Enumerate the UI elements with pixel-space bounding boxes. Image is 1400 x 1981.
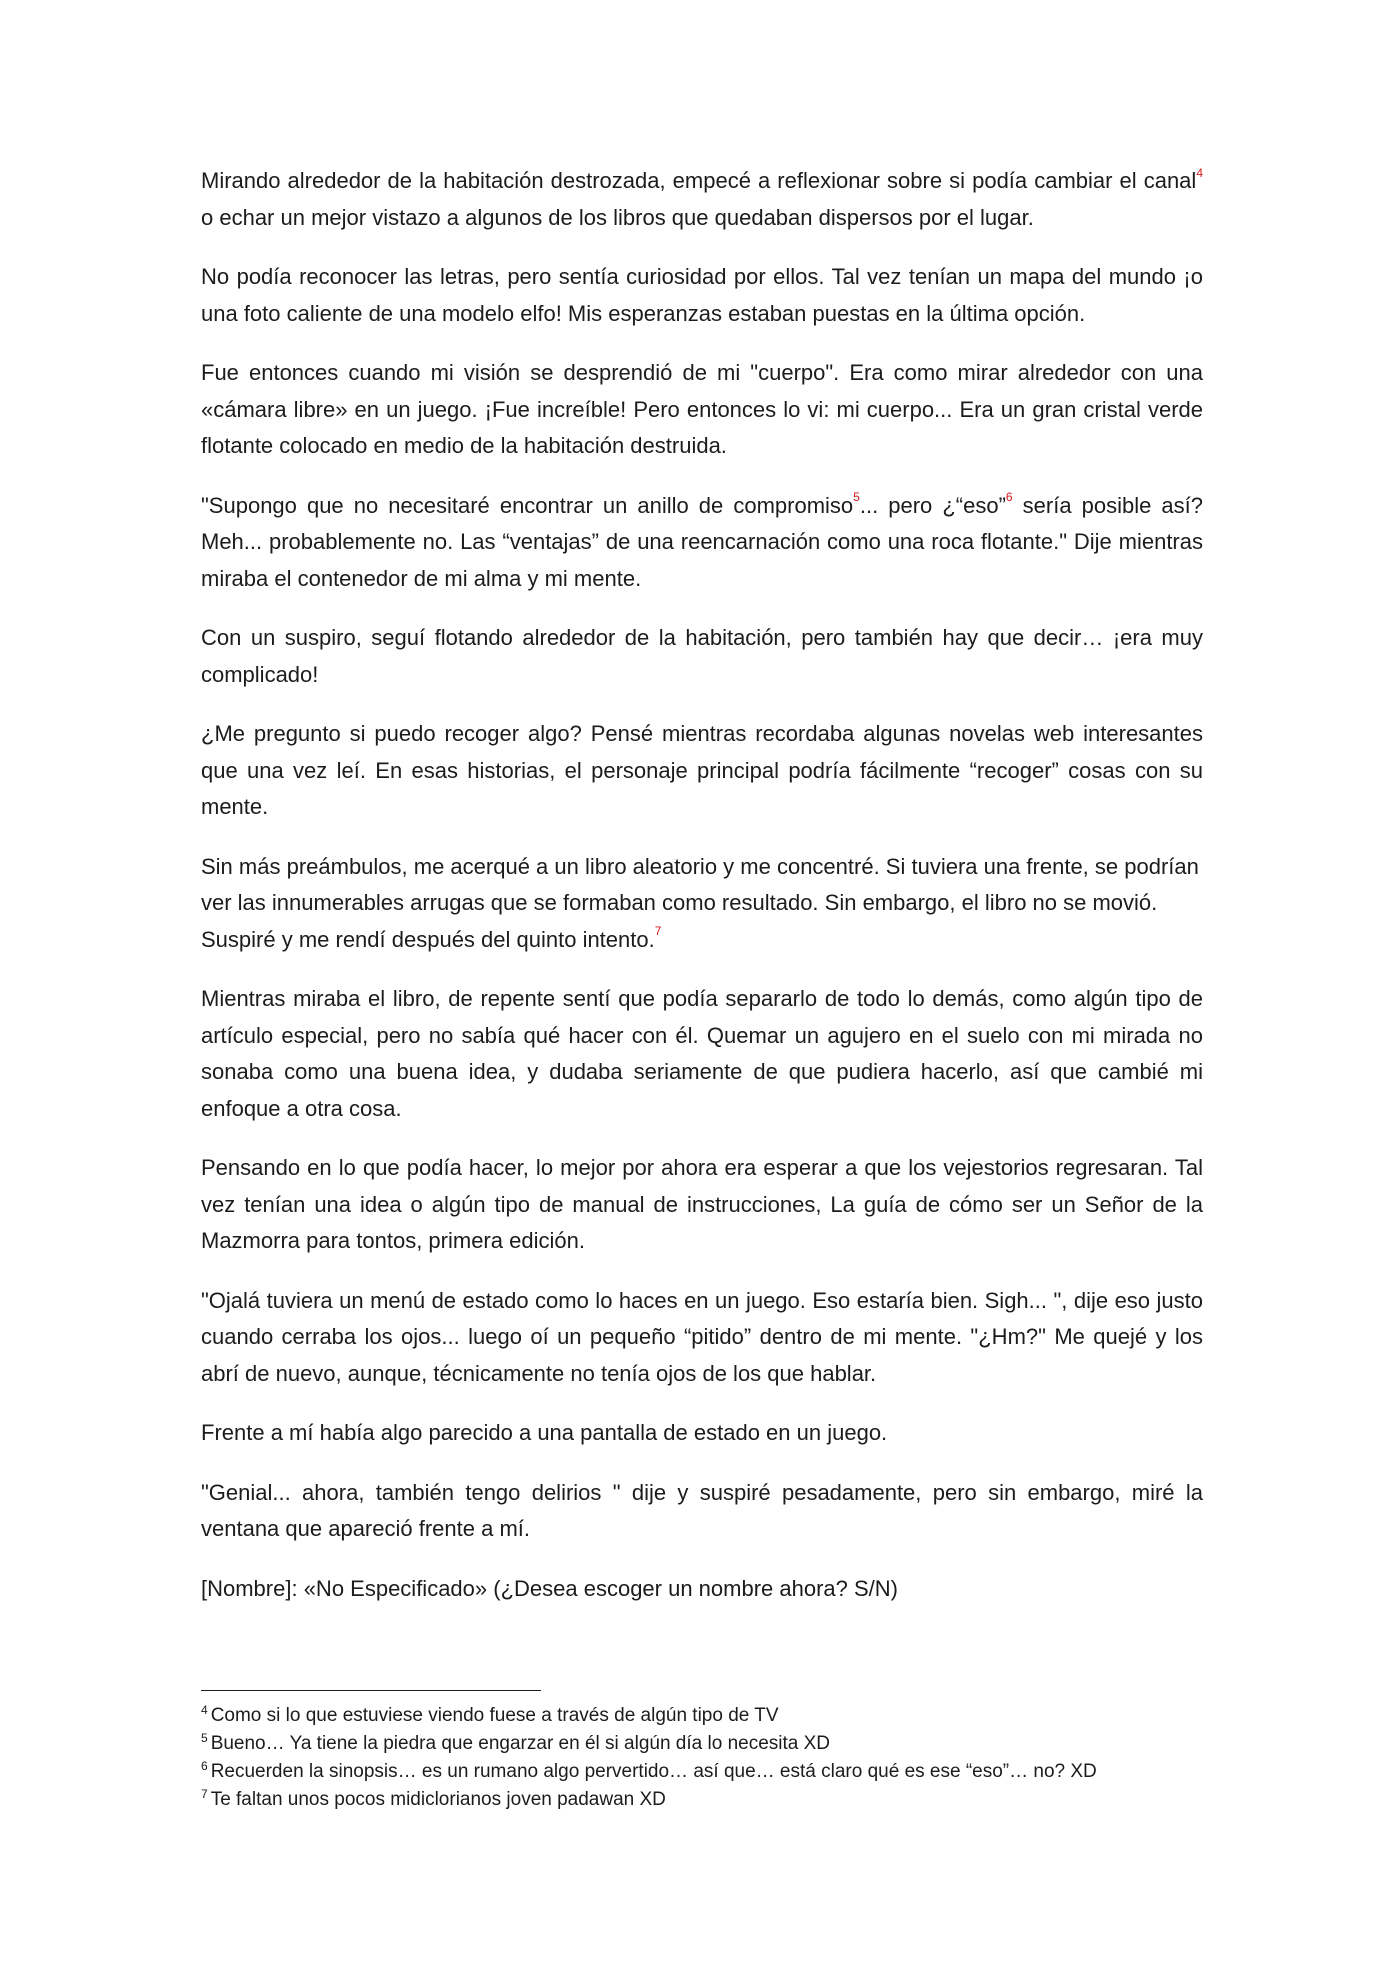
paragraph-8: Mientras miraba el libro, de repente sentí que podía separarlo de todo lo demás, como algún tipo de artículo especial, pero no sabía qué hacer con él. Quemar un agujero en el suelo con mi mirada no sonaba como una buena idea, y dudaba seriamente de que pudiera hacerlo, así que cambié mi enfoque a otra cosa. xyxy=(201,986,1203,1121)
paragraph-10: "Ojalá tuviera un menú de estado como lo haces en un juego. Eso estaría bien. Sigh... ", dije eso justo cuando cerraba los ojos... luego oí un pequeño “pitido” dentro de mi mente. "¿Hm?" Me quejé y los abrí de nuevo, aunque, técnicamente no tenía ojos de los que hablar. xyxy=(201,1287,1203,1386)
footnote-text: Como si lo que estuviese viendo fuese a través de algún tipo de TV xyxy=(210,1705,779,1726)
footnote-ref-5[interactable]: 5 xyxy=(853,490,860,505)
paragraph-1-text-cont: o echar un mejor vistazo a algunos de los libros que quedaban dispersos por el lugar. xyxy=(201,204,1034,230)
paragraph-13: [Nombre]: «No Especificado» (¿Desea escoger un nombre ahora? S/N) xyxy=(201,1575,899,1601)
footnote-number: 6 xyxy=(201,1758,208,1773)
paragraph-1 xyxy=(201,163,1203,236)
footnote-separator xyxy=(201,1690,541,1691)
footnote-ref-6[interactable]: 6 xyxy=(1005,490,1013,505)
paragraph-3: Fue entonces cuando mi visión se desprendió de mi "cuerpo". Era como mirar alrededor con una «cámara libre» en un juego. ¡Fue increíble! Pero entonces lo vi: mi cuerpo... Era un gran cristal verde flotante colocado en medio de la habitación destruida. xyxy=(201,360,1203,458)
footnote-ref-4[interactable]: 4 xyxy=(1196,165,1203,180)
paragraph-4-text-cont: sería posible así? Meh... probablemente no. Las “ventajas” de una reencarnación como una roca flotante." Dije mientras miraba el contenedor de mi alma y mi mente. xyxy=(201,492,1203,591)
footnote-text: Bueno… Ya tiene la piedra que engarzar en él si algún día lo necesita XD xyxy=(210,1733,831,1754)
footnotes xyxy=(201,1702,1203,1814)
paragraph-7-text: Sin más preámbulos, me acerqué a un libro aleatorio y me concentré. Si tuviera una frente, se podrían ver las innumerables arrugas que se formaban como resultado. Sin embargo, el libro no se movió. Suspiré y me rendí después del quinto intento. xyxy=(201,853,1199,952)
footnote-4 xyxy=(201,1702,1203,1730)
footnote-number: 5 xyxy=(201,1730,208,1745)
footnote-5 xyxy=(201,1730,1203,1758)
paragraph-4-text: "Supongo que no necesitaré encontrar un anillo de compromiso xyxy=(201,492,854,518)
paragraph-9: Pensando en lo que podía hacer, lo mejor por ahora era esperar a que los vejestorios regresaran. Tal vez tenían una idea o algún tipo de manual de instrucciones, La guía de cómo ser un Señor de la Mazmorra para tontos, primera edición. xyxy=(201,1155,1203,1253)
body-text xyxy=(201,163,1203,1630)
footnote-ref-7[interactable]: 7 xyxy=(654,924,662,939)
paragraph-2: No podía reconocer las letras, pero sentía curiosidad por ellos. Tal vez tenían un mapa del mundo ¡o una foto caliente de una modelo elfo! Mis esperanzas estaban puestas en la última opción. xyxy=(201,264,1203,326)
paragraph-7 xyxy=(201,849,1203,959)
paragraph-4 xyxy=(201,488,1203,598)
paragraph-4-text-mid: ... pero ¿“eso” xyxy=(859,492,1006,518)
footnote-text: Te faltan unos pocos midiclorianos joven padawan XD xyxy=(210,1789,666,1810)
paragraph-6: ¿Me pregunto si puedo recoger algo? Pensé mientras recordaba algunas novelas web interesantes que una vez leí. En esas historias, el personaje principal podría fácilmente “recoger” cosas con su mente. xyxy=(201,721,1203,819)
footnote-6 xyxy=(201,1758,1203,1786)
footnote-7 xyxy=(201,1786,1203,1814)
paragraph-11: Frente a mí había algo parecido a una pantalla de estado en un juego. xyxy=(201,1420,888,1445)
footnote-text: Recuerden la sinopsis… es un rumano algo pervertido… así que… está claro qué es ese “eso”… no? XD xyxy=(210,1761,1097,1782)
paragraph-5: Con un suspiro, seguí flotando alrededor de la habitación, pero también hay que decir… ¡era muy complicado! xyxy=(201,625,1203,687)
footnote-number: 7 xyxy=(201,1786,208,1801)
footnote-number: 4 xyxy=(201,1702,208,1717)
paragraph-1-text: Mirando alrededor de la habitación destrozada, empecé a reflexionar sobre si podía cambiar el canal xyxy=(201,168,1197,193)
paragraph-12: "Genial... ahora, también tengo delirios " dije y suspiré pesadamente, pero sin embargo, miré la ventana que apareció frente a mí. xyxy=(201,1479,1203,1541)
